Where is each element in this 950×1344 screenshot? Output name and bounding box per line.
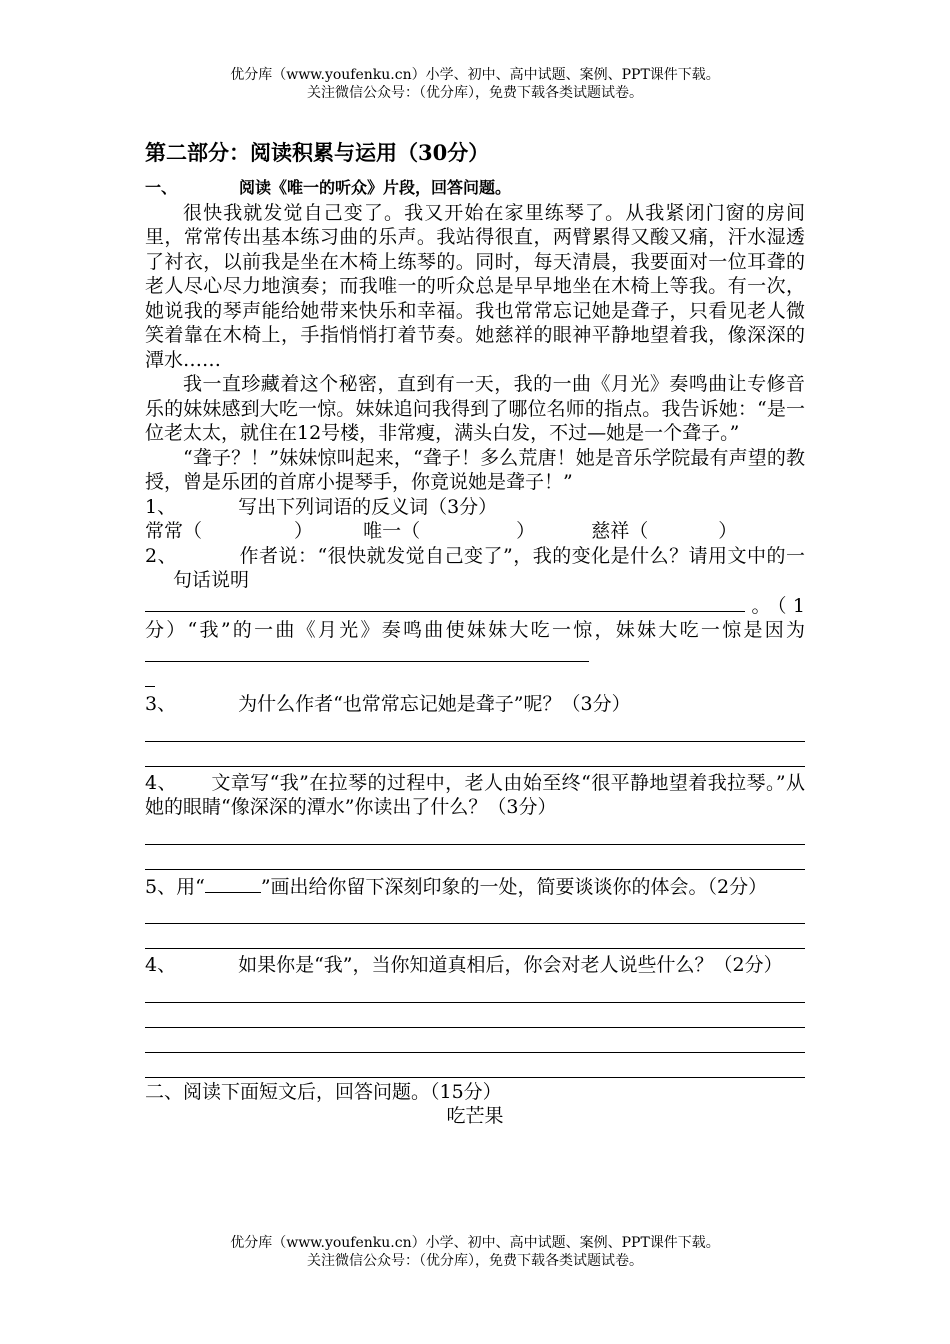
footer-line-2: 关注微信公众号：（优分库），免费下载各类试题试卷。 [307,1253,643,1269]
passage-paragraph-2: 我一直珍藏着这个秘密，直到有一天，我的一曲《月光》奏鸣曲让专修音乐的妹妹感到大吃一惊。妹妹追问我得到了哪位名师的指点。我告诉她：“是一位老太太，就住在12号楼，非常瘦，满头白发，不过—她是一个聋子。” [145,373,805,444]
footer-line-1: 优分库（www.youfenku.cn）小学、初中、高中试题、案例、PPT课件下载。 [230,1235,720,1251]
answer-blank-2b[interactable] [145,643,589,662]
header-line-2: 关注微信公众号：（优分库），免费下载各类试题试卷。 [307,85,643,101]
question-4: 4、 文章写“我”在拉琴的过程中，老人由始至终“很平静地望着我拉琴。”从她的眼睛“像深深的潭水”你读出了什么？（3分） [145,771,805,818]
passage-paragraph-3: “聋子？！”妹妹惊叫起来，“聋子！多么荒唐！她是音乐学院最有声望的教授，曾是乐团的首席小提琴手，你竟说她是聋子！” [145,446,805,493]
answer-line-6a[interactable] [145,978,805,1003]
section-title: 第二部分：阅读积累与运用（30分） [145,140,490,165]
answer-line-3a[interactable] [145,717,805,742]
answer-line-4b[interactable] [145,845,805,870]
antonym-blank-1[interactable]: 常常（ ） [145,520,314,542]
page-footer [0,1234,950,1270]
answer-blank-2a[interactable] [145,593,745,612]
question-6: 4、 如果你是“我”，当你知道真相后，你会对老人说些什么？（2分） [145,954,783,976]
passage-paragraph-1: 很快我就发觉自己变了。我又开始在家里练琴了。从我紧闭门窗的房间里，常常传出基本练习曲的乐声。我站得很直，两臂累得又酸又痛，汗水湿透了衬衣，以前我是坐在木椅上练琴的。同时，每天清晨，我要面对一位耳聋的老人尽心尽力地演奏；而我唯一的听众总是早早地坐在木椅上等我。有一次，她说我的琴声能给她带来快乐和幸福。我也常常忘记她是聋子，只看见老人微笑着靠在木椅上，手指悄悄打着节奏。她慈祥的眼神平静地望着我，像深深的潭水…… [145,201,805,371]
part1-heading: 一、 阅读《唯一的听众》片段，回答问题。 [145,178,512,197]
question-2-answer: 。（1分）“我”的一曲《月光》奏鸣曲使妹妹大吃一惊，妹妹大吃一惊是因为 [145,593,805,669]
page-header [0,66,950,102]
answer-line-6d[interactable] [145,1053,805,1078]
question-3: 3、 为什么作者“也常常忘记她是聋子”呢？（3分） [145,693,631,715]
answer-line-6b[interactable] [145,1003,805,1028]
question-5: 5、用“ ”画出给你留下深刻印象的一处，简要谈谈你的体会。（2分） [145,875,768,898]
answer-line-5b[interactable] [145,924,805,949]
question-1-blanks [145,519,805,544]
reading-section [145,176,805,1129]
answer-line-4a[interactable] [145,820,805,845]
answer-line-6c[interactable] [145,1028,805,1053]
antonym-blank-3[interactable]: 慈祥（ ） [591,520,738,542]
underline-sample [205,874,261,893]
question-1: 1、 写出下列词语的反义词（3分） [145,495,498,518]
antonym-blank-2[interactable]: 唯一（ ） [363,520,536,542]
answer-line-3b[interactable] [145,742,805,767]
answer-line-5a[interactable] [145,899,805,924]
header-line-1: 优分库（www.youfenku.cn）小学、初中、高中试题、案例、PPT课件下载。 [230,67,720,83]
part2-title: 吃芒果 [446,1105,504,1127]
part2-heading: 二、阅读下面短文后，回答问题。（15分） [145,1080,502,1103]
answer-blank-2c[interactable] [145,668,805,692]
question-2: 2、 作者说：“很快就发觉自己变了”，我的变化是什么？请用文中的一句话说明 [145,544,805,591]
